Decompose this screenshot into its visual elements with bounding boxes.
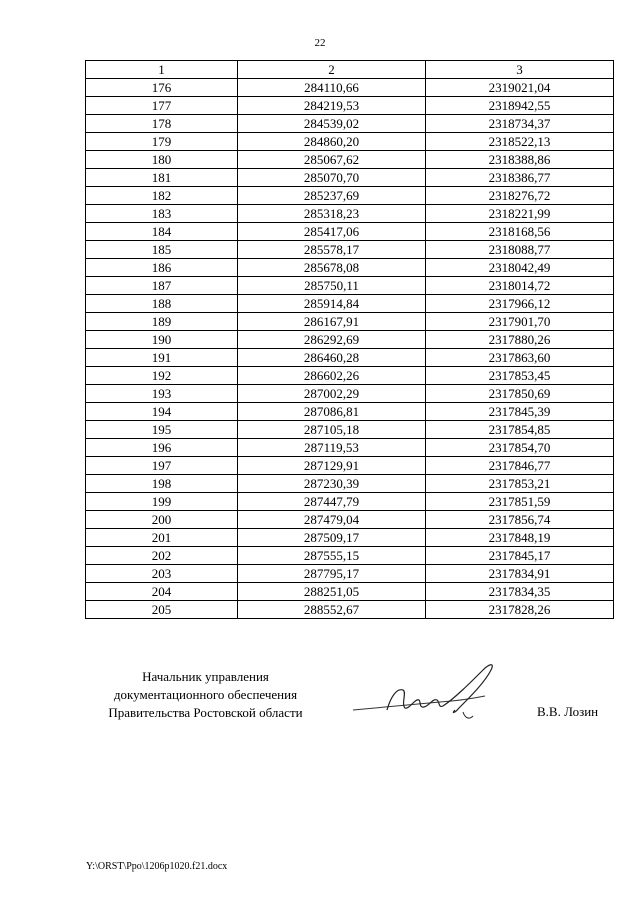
handwritten-signature	[345, 658, 505, 728]
column-header: 2	[238, 61, 426, 79]
point-number-cell: 177	[86, 97, 238, 115]
point-number-cell: 193	[86, 385, 238, 403]
y-coordinate-cell: 2317854,70	[426, 439, 614, 457]
title-line: Начальник управления	[142, 669, 269, 684]
y-coordinate-cell: 2318386,77	[426, 169, 614, 187]
table-row	[86, 457, 614, 475]
x-coordinate-cell: 286167,91	[238, 313, 426, 331]
y-coordinate-cell: 2318388,86	[426, 151, 614, 169]
y-coordinate-cell: 2317828,26	[426, 601, 614, 619]
point-number-cell: 183	[86, 205, 238, 223]
y-coordinate-cell: 2317854,85	[426, 421, 614, 439]
point-number-cell: 186	[86, 259, 238, 277]
x-coordinate-cell: 285067,62	[238, 151, 426, 169]
y-coordinate-cell: 2318221,99	[426, 205, 614, 223]
x-coordinate-cell: 285417,06	[238, 223, 426, 241]
table-row	[86, 187, 614, 205]
table-row	[86, 277, 614, 295]
y-coordinate-cell: 2317853,45	[426, 367, 614, 385]
x-coordinate-cell: 284860,20	[238, 133, 426, 151]
point-number-cell: 205	[86, 601, 238, 619]
point-number-cell: 188	[86, 295, 238, 313]
table-row	[86, 493, 614, 511]
y-coordinate-cell: 2318088,77	[426, 241, 614, 259]
table-row	[86, 601, 614, 619]
table-row	[86, 583, 614, 601]
column-header: 1	[86, 61, 238, 79]
table-row	[86, 133, 614, 151]
page-number: 22	[314, 37, 326, 49]
point-number-cell: 190	[86, 331, 238, 349]
point-number-cell: 195	[86, 421, 238, 439]
x-coordinate-cell: 287555,15	[238, 547, 426, 565]
point-number-cell: 181	[86, 169, 238, 187]
x-coordinate-cell: 285750,11	[238, 277, 426, 295]
table-row	[86, 547, 614, 565]
y-coordinate-cell: 2318522,13	[426, 133, 614, 151]
point-number-cell: 194	[86, 403, 238, 421]
y-coordinate-cell: 2318042,49	[426, 259, 614, 277]
table-row	[86, 115, 614, 133]
table-row	[86, 403, 614, 421]
x-coordinate-cell: 287129,91	[238, 457, 426, 475]
table-row	[86, 385, 614, 403]
y-coordinate-cell: 2318734,37	[426, 115, 614, 133]
y-coordinate-cell: 2317850,69	[426, 385, 614, 403]
x-coordinate-cell: 287795,17	[238, 565, 426, 583]
x-coordinate-cell: 287230,39	[238, 475, 426, 493]
point-number-cell: 178	[86, 115, 238, 133]
point-number-cell: 182	[86, 187, 238, 205]
table-row	[86, 439, 614, 457]
table-row	[86, 331, 614, 349]
x-coordinate-cell: 287447,79	[238, 493, 426, 511]
x-coordinate-cell: 288552,67	[238, 601, 426, 619]
signature-title-block	[88, 668, 323, 722]
table-row	[86, 151, 614, 169]
x-coordinate-cell: 287105,18	[238, 421, 426, 439]
x-coordinate-cell: 287086,81	[238, 403, 426, 421]
y-coordinate-cell: 2317880,26	[426, 331, 614, 349]
x-coordinate-cell: 285318,23	[238, 205, 426, 223]
point-number-cell: 196	[86, 439, 238, 457]
point-number-cell: 185	[86, 241, 238, 259]
table-body	[86, 79, 614, 619]
table-row	[86, 97, 614, 115]
table-row	[86, 223, 614, 241]
x-coordinate-cell: 287002,29	[238, 385, 426, 403]
y-coordinate-cell: 2318014,72	[426, 277, 614, 295]
y-coordinate-cell: 2317846,77	[426, 457, 614, 475]
x-coordinate-cell: 285237,69	[238, 187, 426, 205]
title-line: Правительства Ростовской области	[108, 705, 303, 720]
x-coordinate-cell: 287479,04	[238, 511, 426, 529]
x-coordinate-cell: 286460,28	[238, 349, 426, 367]
point-number-cell: 201	[86, 529, 238, 547]
point-number-cell: 199	[86, 493, 238, 511]
table-row	[86, 169, 614, 187]
coordinates-table	[85, 60, 614, 619]
y-coordinate-cell: 2317966,12	[426, 295, 614, 313]
y-coordinate-cell: 2317901,70	[426, 313, 614, 331]
x-coordinate-cell: 285914,84	[238, 295, 426, 313]
y-coordinate-cell: 2317845,17	[426, 547, 614, 565]
x-coordinate-cell: 285678,08	[238, 259, 426, 277]
table-row	[86, 529, 614, 547]
x-coordinate-cell: 286602,26	[238, 367, 426, 385]
table-row	[86, 259, 614, 277]
point-number-cell: 179	[86, 133, 238, 151]
signer-name: В.В. Лозин	[537, 704, 599, 719]
point-number-cell: 189	[86, 313, 238, 331]
table-row	[86, 295, 614, 313]
table-row	[86, 421, 614, 439]
y-coordinate-cell: 2317845,39	[426, 403, 614, 421]
point-number-cell: 176	[86, 79, 238, 97]
table-row	[86, 79, 614, 97]
y-coordinate-cell: 2318276,72	[426, 187, 614, 205]
table-row	[86, 367, 614, 385]
table-row	[86, 565, 614, 583]
x-coordinate-cell: 284539,02	[238, 115, 426, 133]
y-coordinate-cell: 2318942,55	[426, 97, 614, 115]
y-coordinate-cell: 2317863,60	[426, 349, 614, 367]
table-row	[86, 511, 614, 529]
x-coordinate-cell: 285578,17	[238, 241, 426, 259]
x-coordinate-cell: 285070,70	[238, 169, 426, 187]
file-path: Y:\ORST\Ppo\1206p1020.f21.docx	[86, 861, 228, 872]
table-row	[86, 205, 614, 223]
x-coordinate-cell: 284110,66	[238, 79, 426, 97]
column-header: 3	[426, 61, 614, 79]
table-row	[86, 313, 614, 331]
x-coordinate-cell: 287119,53	[238, 439, 426, 457]
point-number-cell: 202	[86, 547, 238, 565]
y-coordinate-cell: 2317834,91	[426, 565, 614, 583]
point-number-cell: 192	[86, 367, 238, 385]
title-line: документационного обеспечения	[113, 687, 298, 702]
point-number-cell: 180	[86, 151, 238, 169]
table-header-row	[86, 61, 614, 79]
table-row	[86, 349, 614, 367]
table-row	[86, 241, 614, 259]
y-coordinate-cell: 2318168,56	[426, 223, 614, 241]
point-number-cell: 203	[86, 565, 238, 583]
point-number-cell: 200	[86, 511, 238, 529]
x-coordinate-cell: 284219,53	[238, 97, 426, 115]
y-coordinate-cell: 2317853,21	[426, 475, 614, 493]
x-coordinate-cell: 286292,69	[238, 331, 426, 349]
point-number-cell: 187	[86, 277, 238, 295]
point-number-cell: 184	[86, 223, 238, 241]
y-coordinate-cell: 2317834,35	[426, 583, 614, 601]
x-coordinate-cell: 287509,17	[238, 529, 426, 547]
y-coordinate-cell: 2317851,59	[426, 493, 614, 511]
table-row	[86, 475, 614, 493]
y-coordinate-cell: 2317856,74	[426, 511, 614, 529]
y-coordinate-cell: 2319021,04	[426, 79, 614, 97]
x-coordinate-cell: 288251,05	[238, 583, 426, 601]
point-number-cell: 204	[86, 583, 238, 601]
point-number-cell: 197	[86, 457, 238, 475]
point-number-cell: 191	[86, 349, 238, 367]
y-coordinate-cell: 2317848,19	[426, 529, 614, 547]
point-number-cell: 198	[86, 475, 238, 493]
